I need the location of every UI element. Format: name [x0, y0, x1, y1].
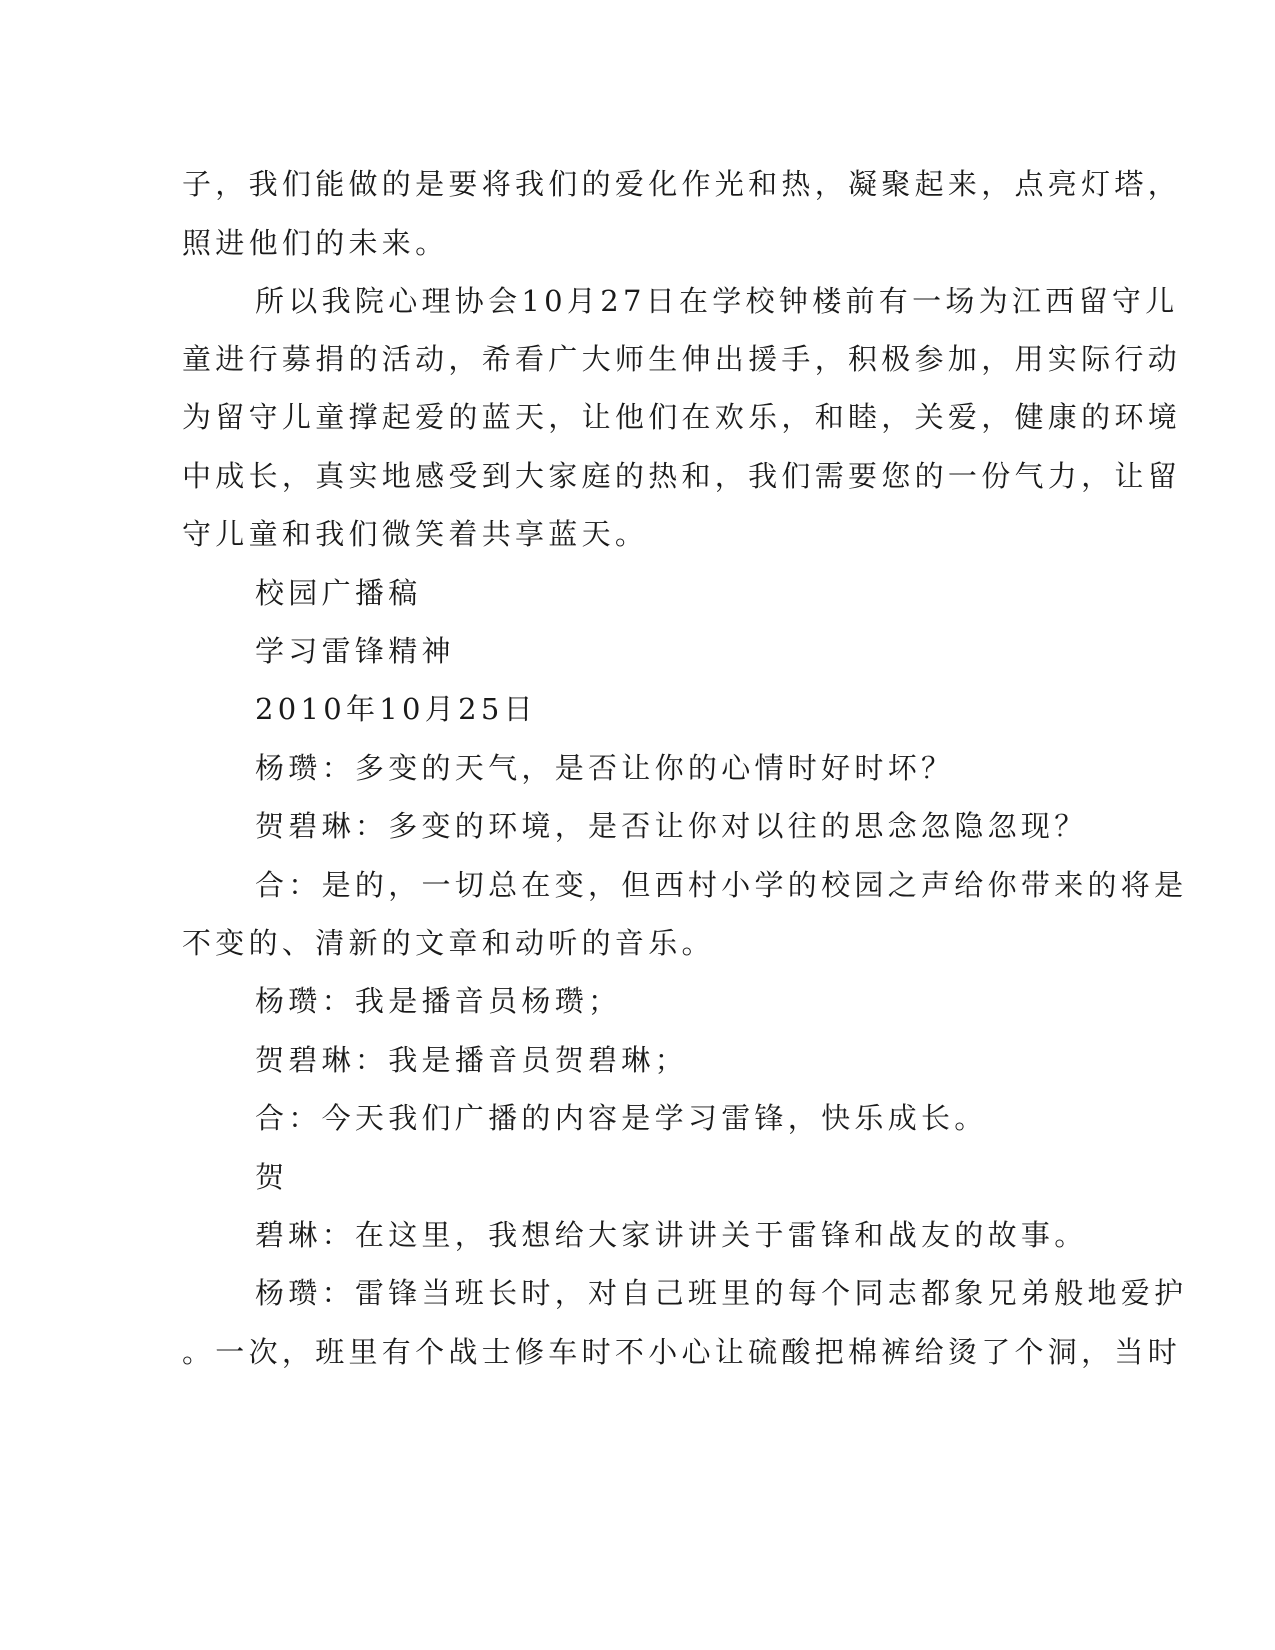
- broadcast-subtitle: 学习雷锋精神: [255, 634, 455, 668]
- text-line: 。一次，班里有个战士修车时不小心让硫酸把棉裤给烫了个洞，当时: [182, 1335, 1182, 1369]
- dialogue-line: 碧琳：在这里，我想给大家讲讲关于雷锋和战友的故事。: [255, 1218, 1088, 1252]
- dialogue-line: 贺碧琳：多变的环境，是否让你对以往的思念忽隐忽现？: [255, 809, 1088, 843]
- text-line: 守儿童和我们微笑着共享蓝天。: [182, 517, 649, 551]
- text-line: 子，我们能做的是要将我们的爱化作光和热，凝聚起来，点亮灯塔，: [182, 167, 1182, 201]
- text-line: 为留守儿童撑起爱的蓝天，让他们在欢乐，和睦，关爱，健康的环境: [182, 400, 1182, 434]
- text-line: 照进他们的未来。: [182, 226, 449, 260]
- dialogue-line: 贺: [255, 1160, 289, 1194]
- dialogue-line: 杨瓒：我是播音员杨瓒；: [255, 984, 622, 1018]
- text-line: 中成长，真实地感受到大家庭的热和，我们需要您的一份气力，让留: [182, 459, 1182, 493]
- broadcast-date: 2010年10月25日: [255, 692, 537, 726]
- text-line: 童进行募捐的活动，希看广大师生伸出援手，积极参加，用实际行动: [182, 342, 1182, 376]
- dialogue-line: 合：是的，一切总在变，但西村小学的校园之声给你带来的将是: [255, 868, 1188, 902]
- broadcast-title: 校园广播稿: [255, 576, 422, 610]
- dialogue-line: 杨瓒：多变的天气，是否让你的心情时好时坏？: [255, 751, 955, 785]
- dialogue-line: 合：今天我们广播的内容是学习雷锋，快乐成长。: [255, 1101, 988, 1135]
- paragraph-line: 所以我院心理协会10月27日在学校钟楼前有一场为江西留守儿: [255, 284, 1179, 318]
- text-line: 不变的、清新的文章和动听的音乐。: [182, 926, 715, 960]
- dialogue-line: 杨瓒：雷锋当班长时，对自己班里的每个同志都象兄弟般地爱护: [255, 1276, 1188, 1310]
- dialogue-line: 贺碧琳：我是播音员贺碧琳；: [255, 1043, 688, 1077]
